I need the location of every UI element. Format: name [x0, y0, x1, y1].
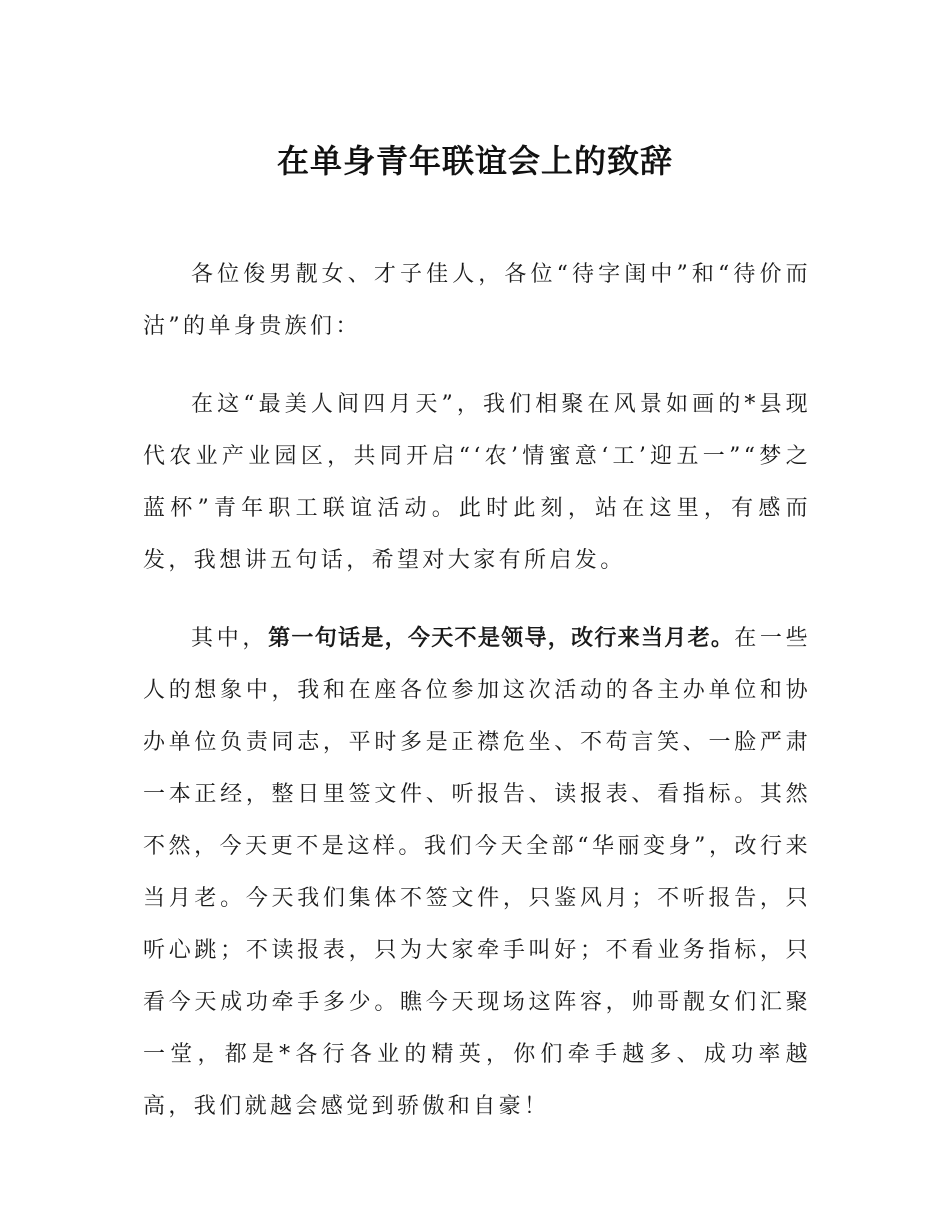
first-point-paragraph [143, 613, 811, 1133]
greeting-paragraph: 各位俊男靓女、才子佳人，各位“待字闺中”和“待价而沽”的单身贵族们： [143, 262, 811, 339]
first-point-lead: 其中， [191, 626, 269, 651]
document-body [143, 249, 811, 1159]
document-title: 在单身青年联谊会上的致辞 [276, 142, 673, 181]
first-point-text: 在一些人的想象中，我和在座各位参加这次活动的各主办单位和协办单位负责同志，平时多是正襟危坐、不苟言笑、一脸严肃一本正经，整日里签文件、听报告、读报表、看指标。其然不然，今天更不是这样。我们今天全部“华丽变身”，改行来当月老。今天我们集体不签文件，只鉴风月；不听报告，只听心跳；不读报表，只为大家牵手叫好；不看业务指标，只看今天成功牵手多少。瞧今天现场这阵容，帅哥靓女们汇聚一堂，都是*各行各业的精英，你们牵手越多、成功率越高，我们就越会感觉到骄傲和自豪！ [143, 626, 812, 1119]
first-point-heading: 第一句话是，今天不是领导，改行来当月老。 [268, 626, 735, 651]
opening-paragraph: 在这“最美人间四月天”，我们相聚在风景如画的*县现代农业产业园区，共同开启“‘农’情蜜意‘工’迎五一”“梦之蓝杯”青年职工联谊活动。此时此刻，站在这里，有感而发，我想讲五句话，希望对大家有所启发。 [143, 392, 811, 573]
